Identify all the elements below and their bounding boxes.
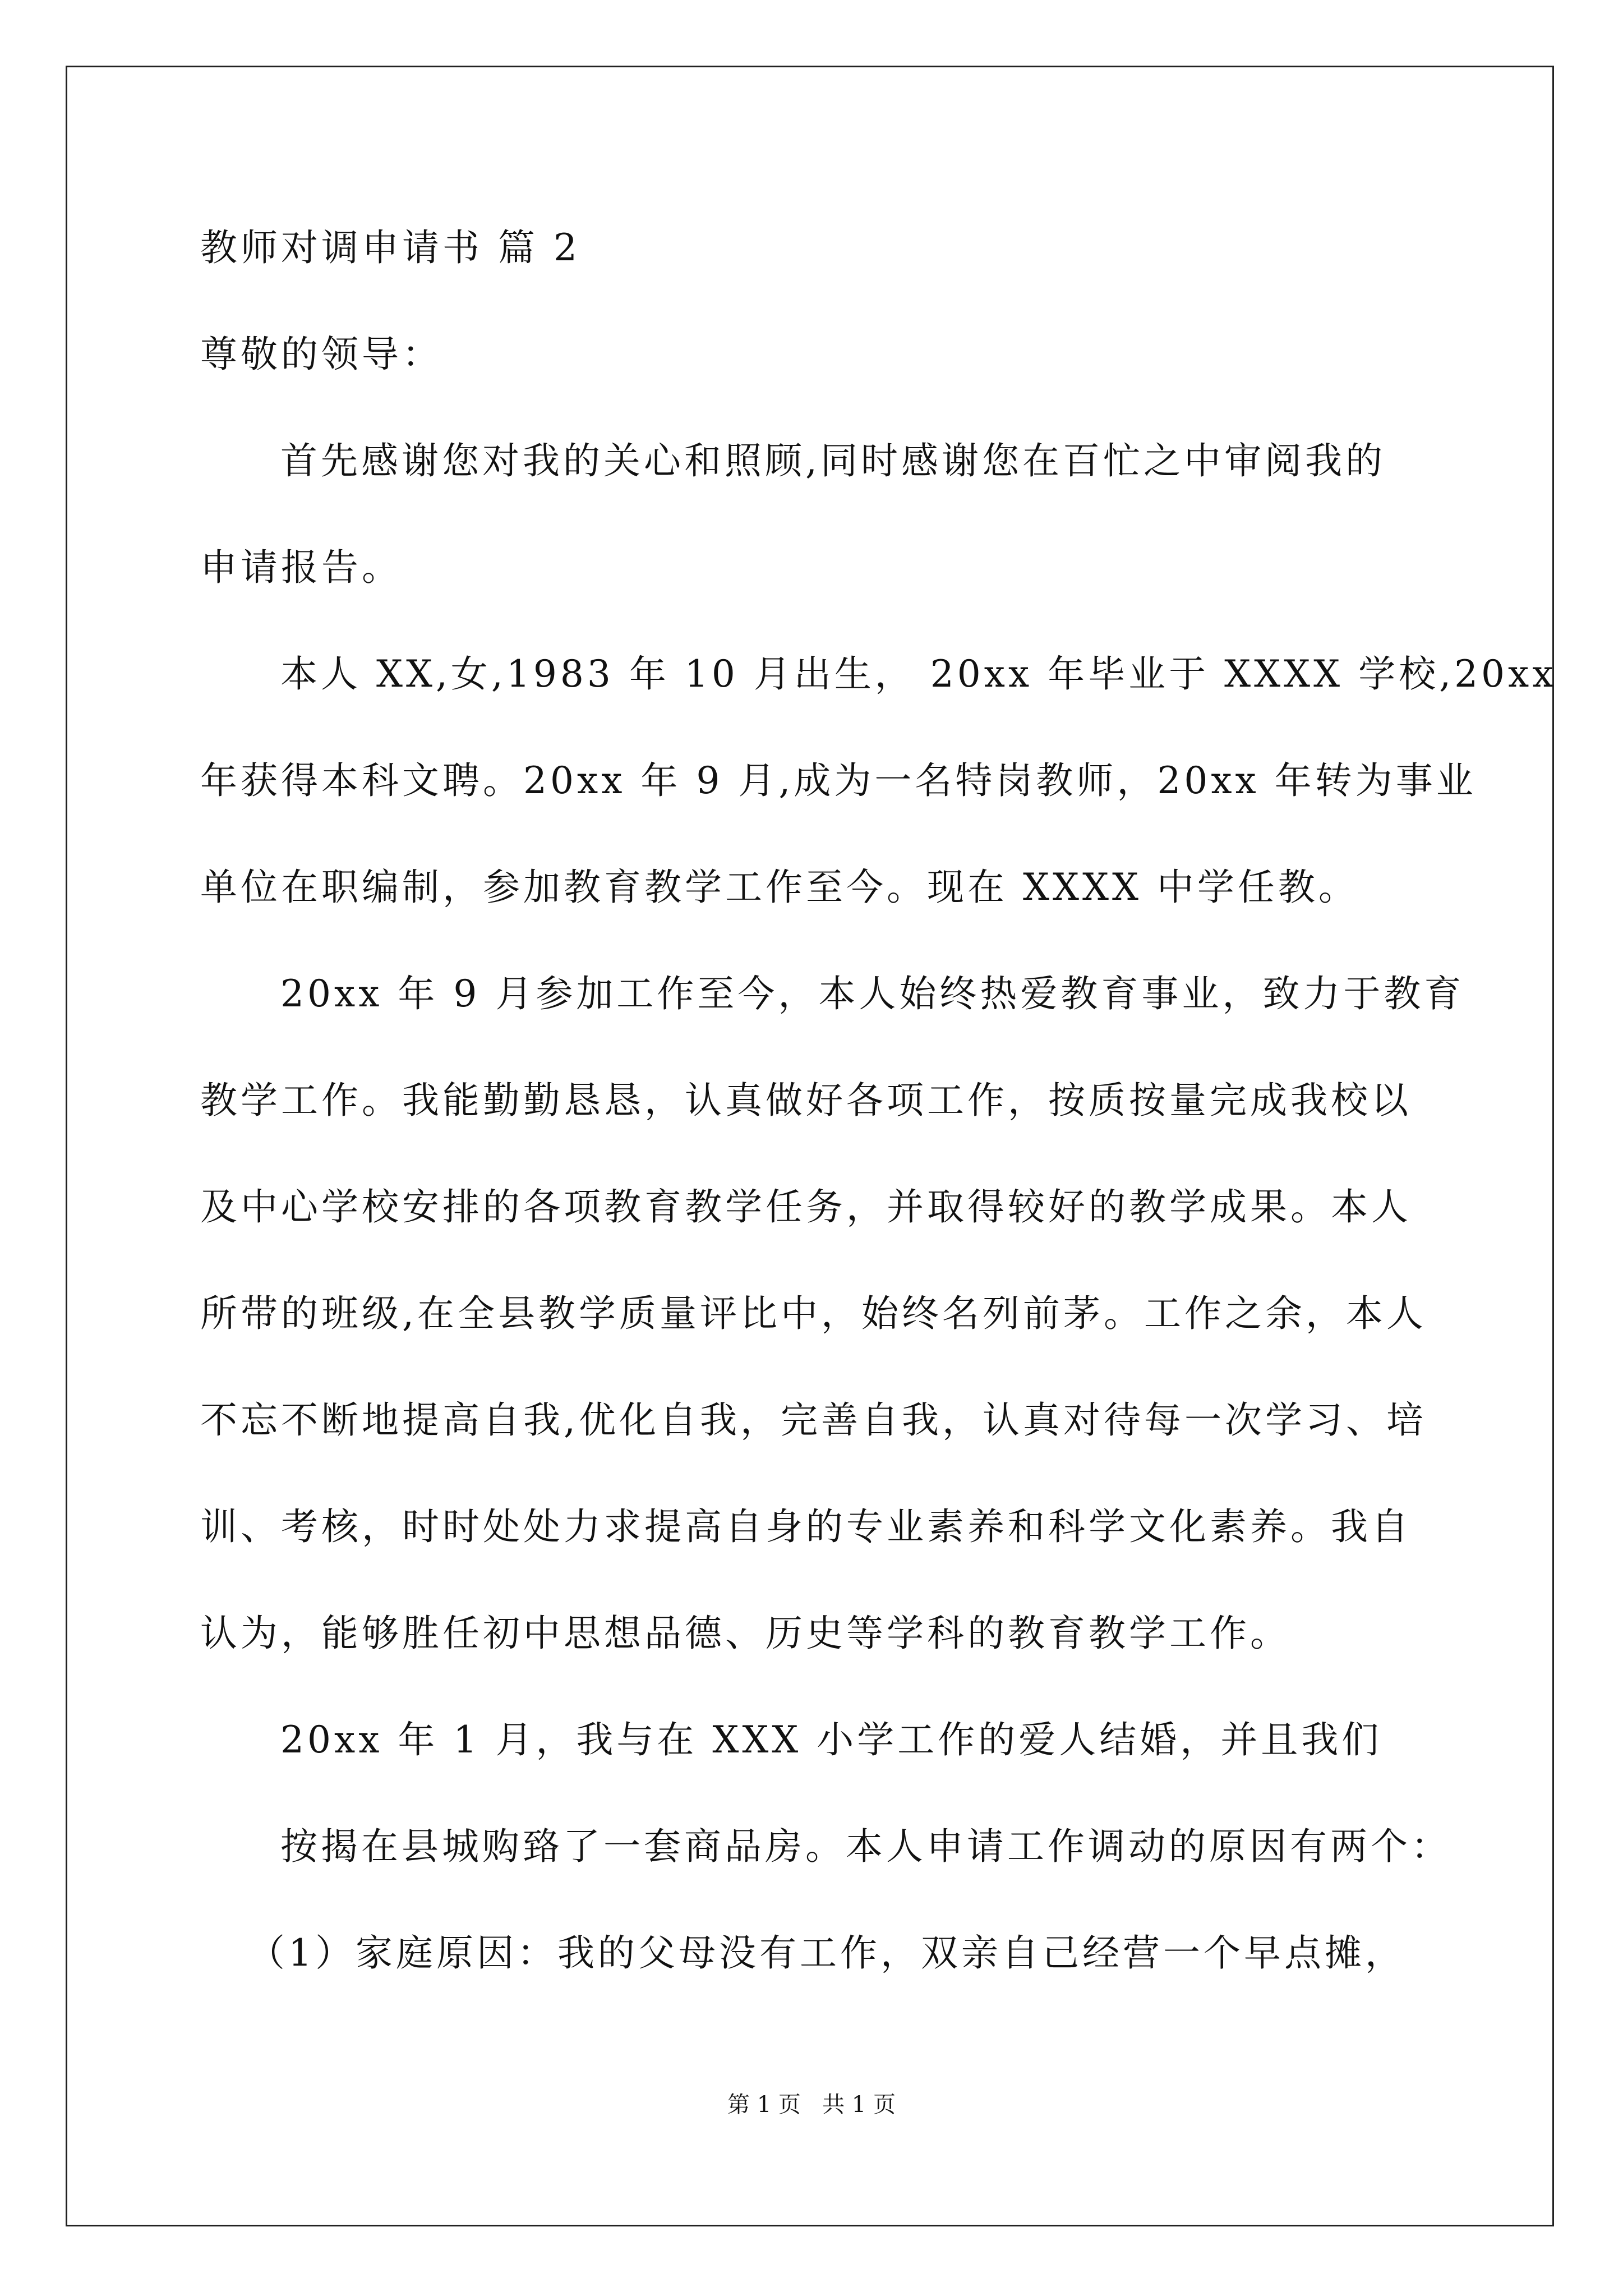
body-line: 及中心学校安排的各项教育教学任务，并取得较好的教学成果。本人 bbox=[200, 1185, 1412, 1228]
body-line: 认为，能够胜任初中思想品德、历史等学科的教育教学工作。 bbox=[200, 1612, 1290, 1655]
salutation: 尊敬的领导： bbox=[200, 333, 442, 376]
body-line: 按揭在县城购臵了一套商品房。本人申请工作调动的原因有两个： bbox=[280, 1825, 1451, 1868]
body-line: （1）家庭原因：我的父母没有工作，双亲自己经营一个早点摊， bbox=[248, 1931, 1405, 1975]
body-line: 本人 XX,女,1983 年 10 月出生， 20xx 年毕业于 XXXX 学校,20xx bbox=[280, 652, 1557, 696]
body-line: 20xx 年 1 月，我与在 XXX 小学工作的爱人结婚，并且我们 bbox=[280, 1718, 1382, 1761]
body-line: 首先感谢您对我的关心和照顾,同时感谢您在百忙之中审阅我的 bbox=[280, 439, 1386, 482]
page-frame bbox=[66, 66, 1554, 2226]
body-line: 训、考核，时时处处力求提高自身的专业素养和科学文化素养。我自 bbox=[200, 1505, 1412, 1548]
body-line: 单位在职编制，参加教育教学工作至今。现在 XXXX 中学任教。 bbox=[200, 866, 1359, 909]
body-line: 年获得本科文聘。20xx 年 9 月,成为一名特岗教师，20xx 年转为事业 bbox=[200, 759, 1477, 802]
body-line: 20xx 年 9 月参加工作至今，本人始终热爱教育事业，致力于教育 bbox=[280, 972, 1465, 1015]
body-line: 不忘不断地提高自我,优化自我，完善自我，认真对待每一次学习、培 bbox=[200, 1398, 1427, 1442]
page-footer: 第 1 页 共 1 页 bbox=[727, 2092, 896, 2118]
document-title: 教师对调申请书 篇 2 bbox=[200, 226, 580, 269]
body-line: 所带的班级,在全县教学质量评比中，始终名列前茅。工作之余，本人 bbox=[200, 1292, 1427, 1335]
body-line: 教学工作。我能勤勤恳恳，认真做好各项工作，按质按量完成我校以 bbox=[200, 1079, 1412, 1122]
body-line: 申请报告。 bbox=[200, 546, 402, 589]
